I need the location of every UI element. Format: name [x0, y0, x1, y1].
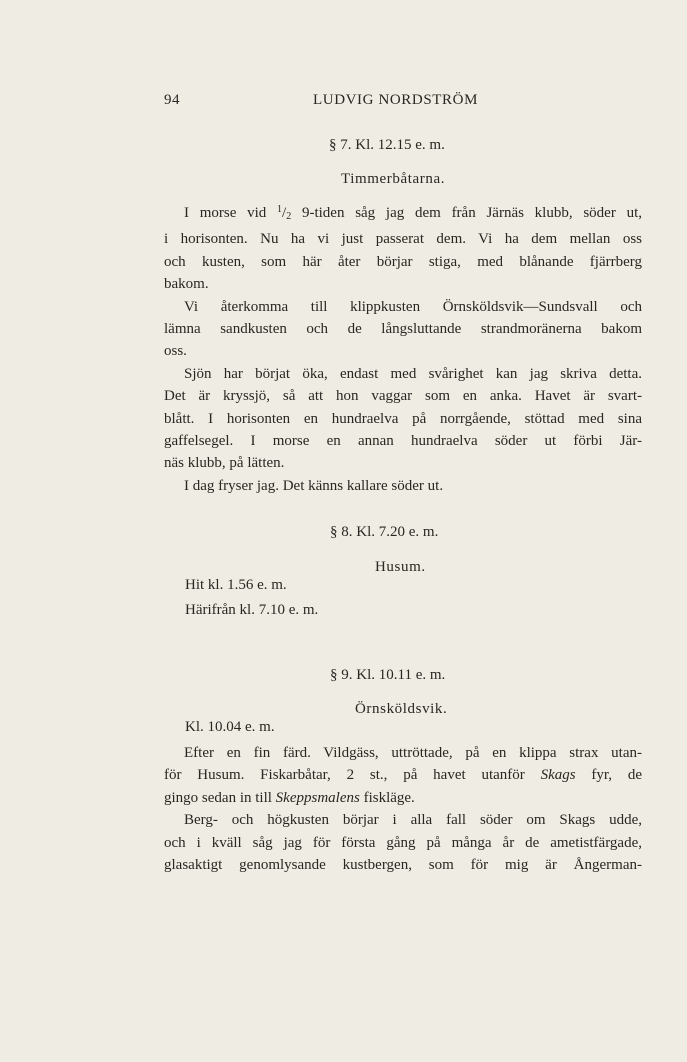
text-line: gaffelsegel. I morse en annan hundraelva söder ut förbi Jär-	[164, 433, 642, 450]
paragraph	[164, 742, 642, 809]
paragraph	[164, 199, 642, 296]
section-9-body	[164, 742, 642, 876]
place-name: Skags	[540, 767, 576, 784]
arrival-time: Hit kl. 1.56 e. m.	[185, 577, 287, 593]
paragraph	[164, 296, 642, 363]
section-7-title: § 7. Kl. 12.15 e. m.	[329, 137, 445, 153]
text-line: i horisonten. Nu ha vi just passerat dem. Vi ha dem mellan oss	[164, 231, 642, 248]
text-line: bakom.	[164, 276, 209, 293]
section-8-heading: Husum.	[375, 559, 426, 575]
text-line: blått. I horisonten en hundraelva på norrgående, stöttad med sina	[164, 410, 642, 427]
section-9-title: § 9. Kl. 10.11 e. m.	[330, 667, 446, 683]
section-9-time: Kl. 10.04 e. m.	[185, 719, 275, 735]
section-7-body	[164, 199, 642, 497]
text-line: och kusten, som här åter börjar stiga, med blånande fjärrberg	[164, 253, 642, 270]
text-line: näs klubb, på lätten.	[164, 455, 285, 472]
paragraph	[164, 475, 642, 497]
text-line: för Husum. Fiskarbåtar, 2 st., på havet utanför Skags fyr, de	[164, 767, 642, 784]
paragraph	[164, 363, 642, 475]
text-line: I morse vid $^1$/2 9-tiden såg jag dem från Järnäs klubb, söder ut,	[184, 204, 642, 222]
paragraph	[164, 809, 642, 876]
departure-time: Härifrån kl. 7.10 e. m.	[185, 602, 319, 618]
place-name: Skeppsmalens	[275, 789, 360, 806]
page-number: 94	[164, 92, 180, 108]
text-line: Det är kryssjö, så att hon vaggar som en anka. Havet är svart-	[164, 388, 642, 405]
text-line: glasaktigt genomlysande kustbergen, som för mig är Ångerman-	[164, 857, 642, 874]
section-8-title: § 8. Kl. 7.20 e. m.	[330, 524, 439, 540]
text-line: gingo sedan in till Skeppsmalens fiskläge.	[164, 789, 415, 806]
running-title: LUDVIG NORDSTRÖM	[313, 92, 479, 108]
text-line: oss.	[164, 343, 187, 360]
text-line: Vi återkomma till klippkusten Örnsköldsvik—Sundsvall och	[184, 298, 642, 315]
section-9-heading: Örnsköldsvik.	[355, 701, 448, 717]
text-line: Sjön har börjat öka, endast med svårighet kan jag skriva detta.	[184, 365, 642, 382]
text-line: I dag fryser jag. Det känns kallare söder ut.	[184, 477, 444, 494]
text-line: Efter en fin färd. Vildgäss, uttröttade, på en klippa strax utan-	[184, 745, 642, 761]
text-line: Berg- och högkusten börjar i alla fall söder om Skags udde,	[184, 812, 642, 829]
section-7-heading: Timmerbåtarna.	[341, 171, 446, 187]
text-line: och i kväll såg jag för första gång på många år de ametistfärgade,	[164, 834, 642, 851]
text-line: lämna sandkusten och de långsluttande strandmoränerna bakom	[164, 321, 642, 338]
